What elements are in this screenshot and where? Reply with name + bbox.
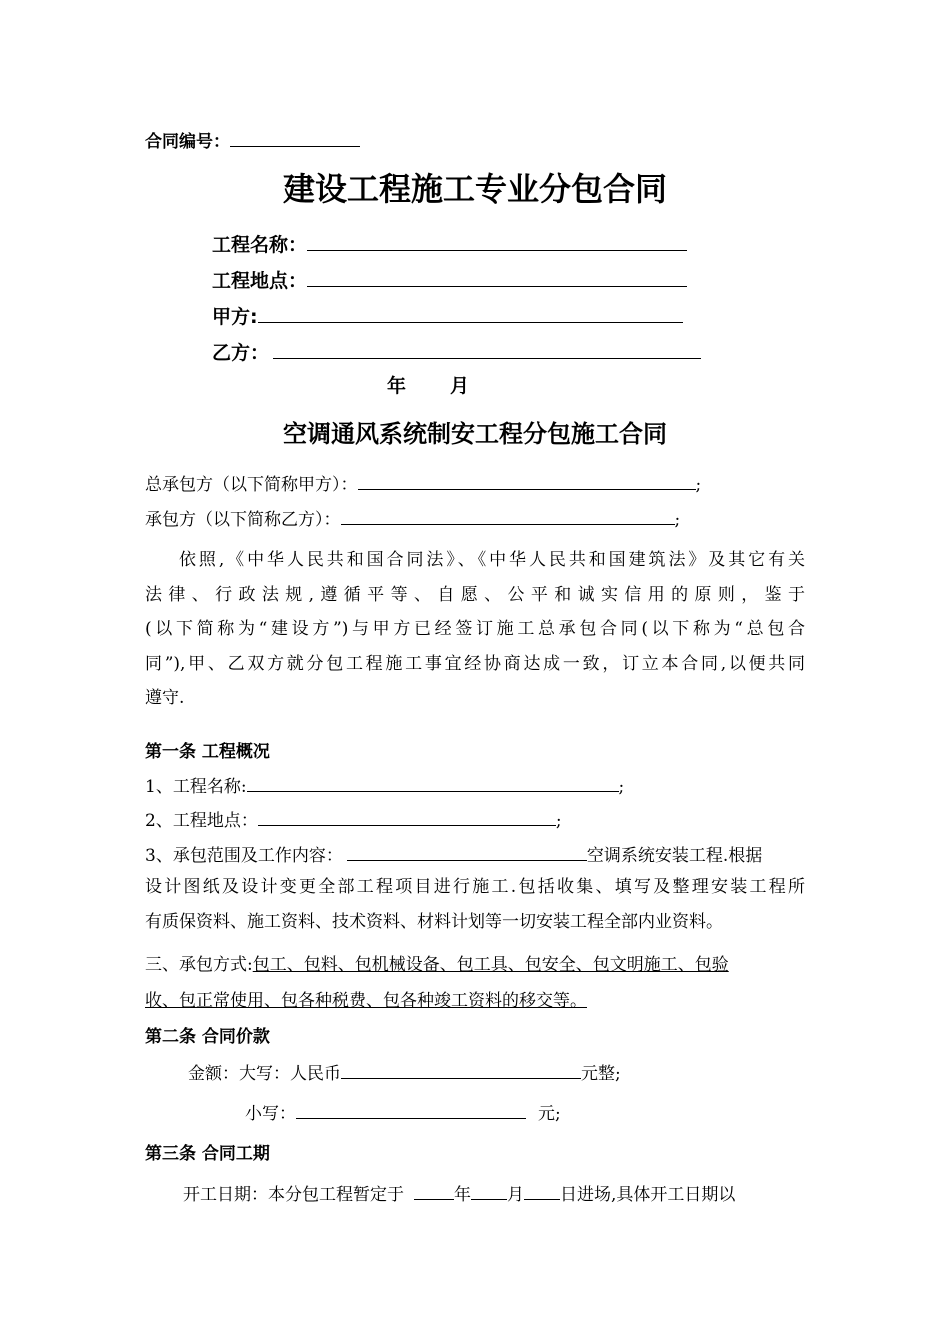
cover-date-row xyxy=(387,371,469,398)
article1-item4-line1: 包工、包料、包机械设备、包工具、包安全、包文明施工、包验 xyxy=(252,955,729,975)
article1-item1-row xyxy=(145,772,624,797)
article3-start-row xyxy=(183,1180,735,1205)
general-contractor-row xyxy=(145,470,701,495)
article1-item3-after: 空调系统安装工程.根据 xyxy=(586,846,763,866)
article3-day-tail: 日进场,具体开工日期以 xyxy=(560,1185,736,1205)
cover-party-a-row xyxy=(212,302,683,329)
article2-lower-end: 元; xyxy=(538,1104,561,1124)
article1-item2-blank[interactable] xyxy=(258,807,556,826)
article3-day-blank[interactable] xyxy=(524,1181,560,1200)
general-contractor-blank[interactable] xyxy=(358,471,696,490)
subcontractor-end: ; xyxy=(674,510,681,530)
article1-item3-label: 3、承包范围及工作内容： xyxy=(145,846,343,866)
article2-lower-row xyxy=(245,1099,561,1124)
intro-line: (以下简称为“建设方”)与甲方已经签订施工总承包合同(以下称为“总包合 xyxy=(145,619,805,639)
article1-item3-line: 设计图纸及设计变更全部工程项目进行施工.包括收集、填写及整理安装工程所 xyxy=(145,877,805,897)
article1-item3-detail xyxy=(145,870,805,939)
subcontractor-row xyxy=(145,505,680,530)
article1-item2-row xyxy=(145,806,562,831)
cover-project-location-blank[interactable] xyxy=(307,268,687,287)
article1-item4-line2: 收、包正常使用、包各种税费、包各种竣工资料的移交等。 xyxy=(145,991,587,1011)
intro-paragraph xyxy=(145,543,805,716)
article1-item3-blank[interactable] xyxy=(347,842,587,861)
article3-year-label: 年 xyxy=(454,1185,471,1205)
cover-project-location-row xyxy=(212,266,687,293)
article1-item4-label: 三、承包方式: xyxy=(145,955,253,975)
cover-party-a-blank[interactable] xyxy=(258,304,683,323)
article1-item4-row2 xyxy=(145,986,587,1011)
article1-item2-label: 2、工程地点： xyxy=(145,811,258,831)
article3-month-blank[interactable] xyxy=(471,1181,507,1200)
article1-item4-row xyxy=(145,950,805,975)
article1-item1-label: 1、工程名称: xyxy=(145,777,247,797)
contract-number-row xyxy=(145,127,360,152)
intro-line: 法律、行政法规,遵循平等、自愿、公平和诚实信用的原则，鉴于 xyxy=(145,584,805,605)
article1-item3-line: 有质保资料、施工资料、技术资料、材料计划等一切安装工程全部内业资料。 xyxy=(145,911,723,932)
contract-number-blank[interactable] xyxy=(230,128,360,147)
article2-lower-label: 小写： xyxy=(245,1104,296,1124)
intro-line: 依照,《中华人民共和国合同法》、《中华人民共和国建筑法》及其它有关 xyxy=(179,550,805,570)
article1-item2-end: ; xyxy=(555,811,562,831)
intro-line: 遵守. xyxy=(145,688,185,708)
article1-item3-row xyxy=(145,841,762,866)
article3-heading: 第三条 合同工期 xyxy=(145,1144,270,1164)
contract-subtitle: 空调通风系统制安工程分包施工合同 xyxy=(283,420,667,448)
cover-project-name-row xyxy=(212,230,687,257)
cover-project-location-label: 工程地点： xyxy=(212,270,308,292)
cover-year-label: 年 xyxy=(387,375,407,397)
article2-heading: 第二条 合同价款 xyxy=(145,1027,270,1047)
cover-party-b-label: 乙方： xyxy=(212,342,270,364)
article2-amount-row xyxy=(188,1059,621,1084)
subcontractor-blank[interactable] xyxy=(341,506,675,525)
cover-month-label: 月 xyxy=(450,375,470,397)
article2-amount-blank[interactable] xyxy=(341,1060,581,1079)
document-title: 建设工程施工专业分包合同 xyxy=(282,170,667,208)
article3-start-label: 开工日期：本分包工程暂定于 xyxy=(183,1185,404,1205)
article3-year-blank[interactable] xyxy=(414,1181,454,1200)
article3-month-label: 月 xyxy=(507,1185,524,1205)
general-contractor-label: 总承包方（以下简称甲方）： xyxy=(145,475,358,495)
article1-heading: 第一条 工程概况 xyxy=(145,742,270,762)
cover-party-a-label: 甲方: xyxy=(212,306,258,328)
article2-lower-blank[interactable] xyxy=(296,1100,526,1119)
cover-project-name-label: 工程名称： xyxy=(212,234,308,256)
general-contractor-end: ; xyxy=(695,475,702,495)
article2-amount-end: 元整; xyxy=(581,1064,621,1084)
intro-line: 同”),甲、乙双方就分包工程施工事宜经协商达成一致，订立本合同,以便共同 xyxy=(145,653,805,674)
contract-number-label: 合同编号： xyxy=(145,132,230,152)
cover-party-b-blank[interactable] xyxy=(273,340,701,359)
cover-project-name-blank[interactable] xyxy=(307,232,687,251)
article1-item1-end: ; xyxy=(618,777,625,797)
subcontractor-label: 承包方（以下简称乙方）： xyxy=(145,510,341,530)
article1-item1-blank[interactable] xyxy=(247,773,619,792)
article2-amount-label: 金额：大写：人民币 xyxy=(188,1064,341,1084)
cover-party-b-row xyxy=(212,338,701,365)
